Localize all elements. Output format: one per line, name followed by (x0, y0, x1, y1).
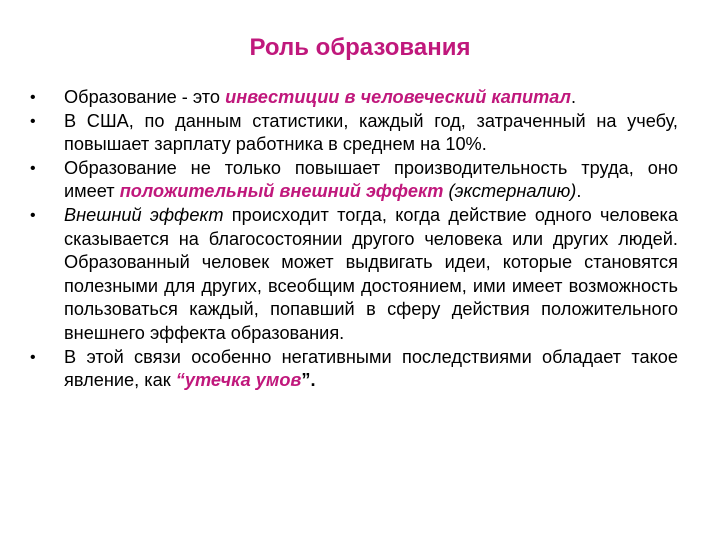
bullet-dot: • (30, 159, 36, 177)
bullet-text: ”. (301, 370, 316, 391)
highlight-term: положительный внешний эффект (119, 181, 444, 202)
bullet-item (28, 157, 678, 204)
bullet-text: происходит тогда, когда действие одного человека сказывается на благосостоянии другого человека или других людей. Образованный человек может выдвигать идеи, которые становятся полезными для других, всеобщим достоянием, ими имеет возможность пользоваться каждый, попавший в сферу действия положительного внешнего эффекта образования. (64, 204, 678, 343)
bullet-text: В этой связи особенно негативными последствиями обладает такое явление, как (64, 346, 678, 391)
bullet-item (28, 86, 678, 110)
bullet-list (28, 86, 678, 393)
bullet-dot: • (30, 206, 36, 224)
slide-title: Роль образования (249, 34, 471, 61)
bullet-dot: • (30, 89, 36, 106)
italic-term: (экстерналию) (448, 181, 577, 202)
bullet-item (28, 204, 678, 346)
bullet-text: . (570, 87, 577, 107)
highlight-term: “утечка умов (175, 370, 302, 391)
bullet-item (28, 346, 678, 393)
highlight-term: инвестиции в человеческий капитал (225, 87, 571, 107)
bullet-item (28, 110, 678, 157)
bullet-dot: • (30, 112, 36, 130)
bullet-text: В США, по данным статистики, каждый год, затраченный на учебу, повышает зарплату работника в среднем на 10%. (64, 110, 678, 155)
bullet-text: Образование не только повышает производительность труда, оно имеет (64, 157, 678, 202)
bullet-dot: • (30, 348, 36, 366)
italic-term: Внешний эффект (64, 204, 224, 225)
bullet-text: . (576, 181, 582, 202)
bullet-text: Образование - это (64, 87, 226, 107)
